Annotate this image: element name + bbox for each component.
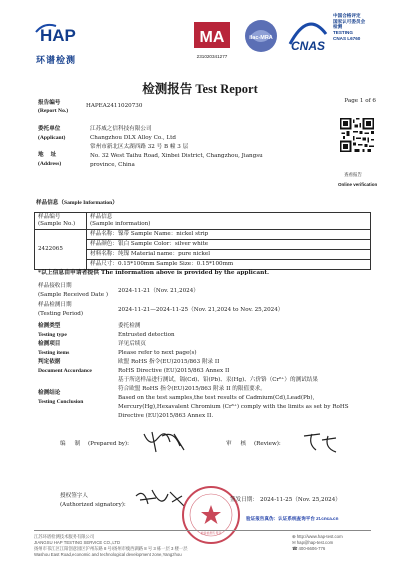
- period-label-cn: 样品检测日期: [38, 302, 72, 308]
- address-label-en: (Address): [38, 161, 62, 167]
- basis-value-cn: 欧盟 RoHS 指令(EU)2015/863 附录 II: [118, 359, 220, 365]
- report-no-value: HAPEA2411020730: [86, 103, 143, 109]
- conclusion-en-line3: Directive (EU)2015/863 Annex II.: [118, 413, 214, 419]
- footer-address-cn: 扬州市邗江区江阳创意园区沪州东路 8 号/扬州市瘦西湖路 8 号 3 栋一层 3 楼一层: [34, 546, 188, 552]
- sample-material: 材料名称：纯镍 Material name：pure nickel: [87, 250, 370, 260]
- svg-text:CNAS: CNAS: [290, 39, 326, 53]
- applicant-name-cn: 江苏威之信科技有限公司: [90, 126, 152, 132]
- address-en-line1: No. 32 West Taihu Road, Xinbei District, Changzhou, Jiangsu: [90, 153, 263, 159]
- sample-color: 样品颜色：银白 Sample Color：silver white: [87, 240, 370, 250]
- conclusion-label-cn: 检测结论: [38, 390, 61, 396]
- sample-details-cell: [87, 229, 371, 269]
- svg-text:ilac-MRA: ilac-MRA: [249, 35, 273, 41]
- applicant-name-en: Changzhou DLX Alloy Co., Ltd: [90, 135, 177, 141]
- sample-name: 样品名称：镍带 Sample Name：nickel strip: [87, 230, 370, 240]
- report-no-label-cn: 报告编号: [38, 100, 61, 106]
- basis-label-cn: 判定依据: [38, 359, 61, 365]
- period-value: 2024-11-21—2024-11-25（Nov. 21,2024 to Nov. 25,2024）: [118, 307, 284, 313]
- applicant-label-en: (Applicant): [38, 135, 66, 141]
- type-label-cn: 检测类型: [38, 323, 61, 329]
- prepared-label-cn: 编 制: [60, 441, 81, 447]
- mail-icon: ✉: [292, 540, 297, 546]
- authorized-label-cn: 授权签字人: [60, 493, 88, 499]
- address-en-line2: province, China: [90, 162, 135, 168]
- qr-caption-en: Online verification: [338, 182, 378, 187]
- cnas-accreditation-text: 中国合格评定 国家认可委员会 检测 TESTING CNAS L6760: [333, 13, 366, 41]
- received-value: 2024-11-21（Nov. 21,2024）: [118, 288, 199, 294]
- issue-date-label: 签发日期：: [230, 497, 258, 503]
- cma-logo: [190, 16, 234, 62]
- received-label-cn: 样品接收日期: [38, 283, 72, 289]
- footer-web[interactable]: ⊕ http://www.hap-test.com: [292, 534, 343, 539]
- prepared-label-en: (Prepared by):: [88, 441, 129, 447]
- conclusion-cn-line1: 基于所送样品进行测试，镉(Cd)、铅(Pb)、汞(Hg)、六价铬（Cr⁶⁺）的测试结果: [118, 377, 318, 383]
- sample-no-header: 样品编号 (Sample No.): [35, 213, 87, 230]
- items-value-en: Please refer to next page(s): [118, 350, 197, 356]
- period-label-en: (Testing Period): [38, 311, 84, 317]
- address-cn: 常州市新北区太湖西路 32 号 B 幢 3 层: [90, 144, 189, 150]
- globe-icon: ⊕: [292, 534, 297, 539]
- sample-info-heading: 样品信息（Sample Information）: [36, 200, 118, 206]
- footer-email[interactable]: ✉ hap@hap-test.com: [292, 540, 334, 546]
- report-title: 检测报告 Test Report: [142, 82, 258, 96]
- conclusion-label-en: Testing Conclusion: [38, 399, 84, 405]
- applicant-label-cn: 委托单位: [38, 126, 61, 132]
- issue-date-value: 2024-11-25（Nov. 25,2024）: [260, 497, 341, 503]
- review-signature: [300, 430, 340, 454]
- type-label-en: Testing type: [38, 332, 67, 338]
- company-name-cn: 环谱检测: [36, 55, 77, 65]
- footer-tel[interactable]: ☎ 400-6606-776: [292, 546, 326, 552]
- phone-icon: ☎: [292, 546, 299, 552]
- sample-size: 样品尺寸：0.15*100mm Sample Size：0.15*100mm: [90, 260, 234, 267]
- ilac-mra-logo: [242, 16, 280, 62]
- review-label-cn: 审 核: [226, 441, 247, 447]
- sample-no-value: 2422065: [35, 229, 87, 269]
- conclusion-cn-line2: 符合欧盟 RoHS 指令(EU)2015/863 附录 II 的限值要求。: [118, 386, 266, 392]
- footer-company-en: JIANGSU HAP TESTING SERVICE CO.,LTD: [34, 540, 121, 546]
- hap-logo: [34, 20, 92, 44]
- report-no-label-en: (Report No.): [38, 108, 69, 114]
- conclusion-en-line2: Mercury(Hg),Hexavalent Chromium (Cr⁶⁺) comply with the limits as set by RoHS: [118, 404, 349, 410]
- authorized-label-en: (Authorized signatory):: [60, 502, 126, 508]
- address-label-cn: 地 址: [38, 152, 57, 158]
- svg-text:检验检测专用章: 检验检测专用章: [200, 531, 222, 535]
- cnas-logo: [286, 16, 330, 62]
- sample-info-table: [34, 212, 371, 270]
- sample-information-header: 样品信息 (Sample information): [87, 213, 371, 230]
- basis-label-en: Document Accordance: [38, 368, 92, 374]
- disclaimer: *以上信息由申请者提供 The information above is provided by the applicant.: [38, 270, 270, 276]
- hap-logo-text: HAP: [40, 26, 76, 44]
- footer-company-cn: 江苏环谱检测技术服务有限公司: [34, 534, 95, 539]
- official-seal-stamp: [180, 484, 242, 546]
- items-value-cn: 详见后续页: [118, 341, 146, 347]
- basis-value-en: RoHS Directive (EU)2015/863 Annex II: [118, 368, 230, 374]
- verification-link[interactable]: 验证报告真伪：认证系统查询平台 zt.cnca.cn: [246, 516, 339, 521]
- page-indicator: Page 1 of 6: [344, 98, 376, 104]
- footer-divider: [34, 530, 371, 531]
- qr-caption-cn: 查看报告: [344, 172, 362, 177]
- qr-code[interactable]: [340, 118, 374, 152]
- items-label-en: Testing items: [38, 350, 70, 356]
- svg-text:MA: MA: [199, 29, 225, 46]
- footer-contact: [292, 534, 343, 552]
- footer-company-info: [34, 534, 188, 558]
- conclusion-en-line1: Based on the test samples,the test results of Cadmium(Cd),Lead(Pb),: [118, 395, 315, 401]
- svg-text:231020341277: 231020341277: [196, 54, 228, 59]
- type-value-cn: 委托检测: [118, 323, 141, 329]
- prepared-signature: [140, 428, 190, 454]
- received-label-en: (Sample Received Date ): [38, 292, 109, 298]
- review-label-en: (Review):: [254, 441, 281, 447]
- type-value-en: Entrusted detection: [118, 332, 175, 338]
- footer-address-en: Washou East Road,economic and technological development zone,Yangzhou: [34, 552, 182, 558]
- items-label-cn: 检测项目: [38, 341, 61, 347]
